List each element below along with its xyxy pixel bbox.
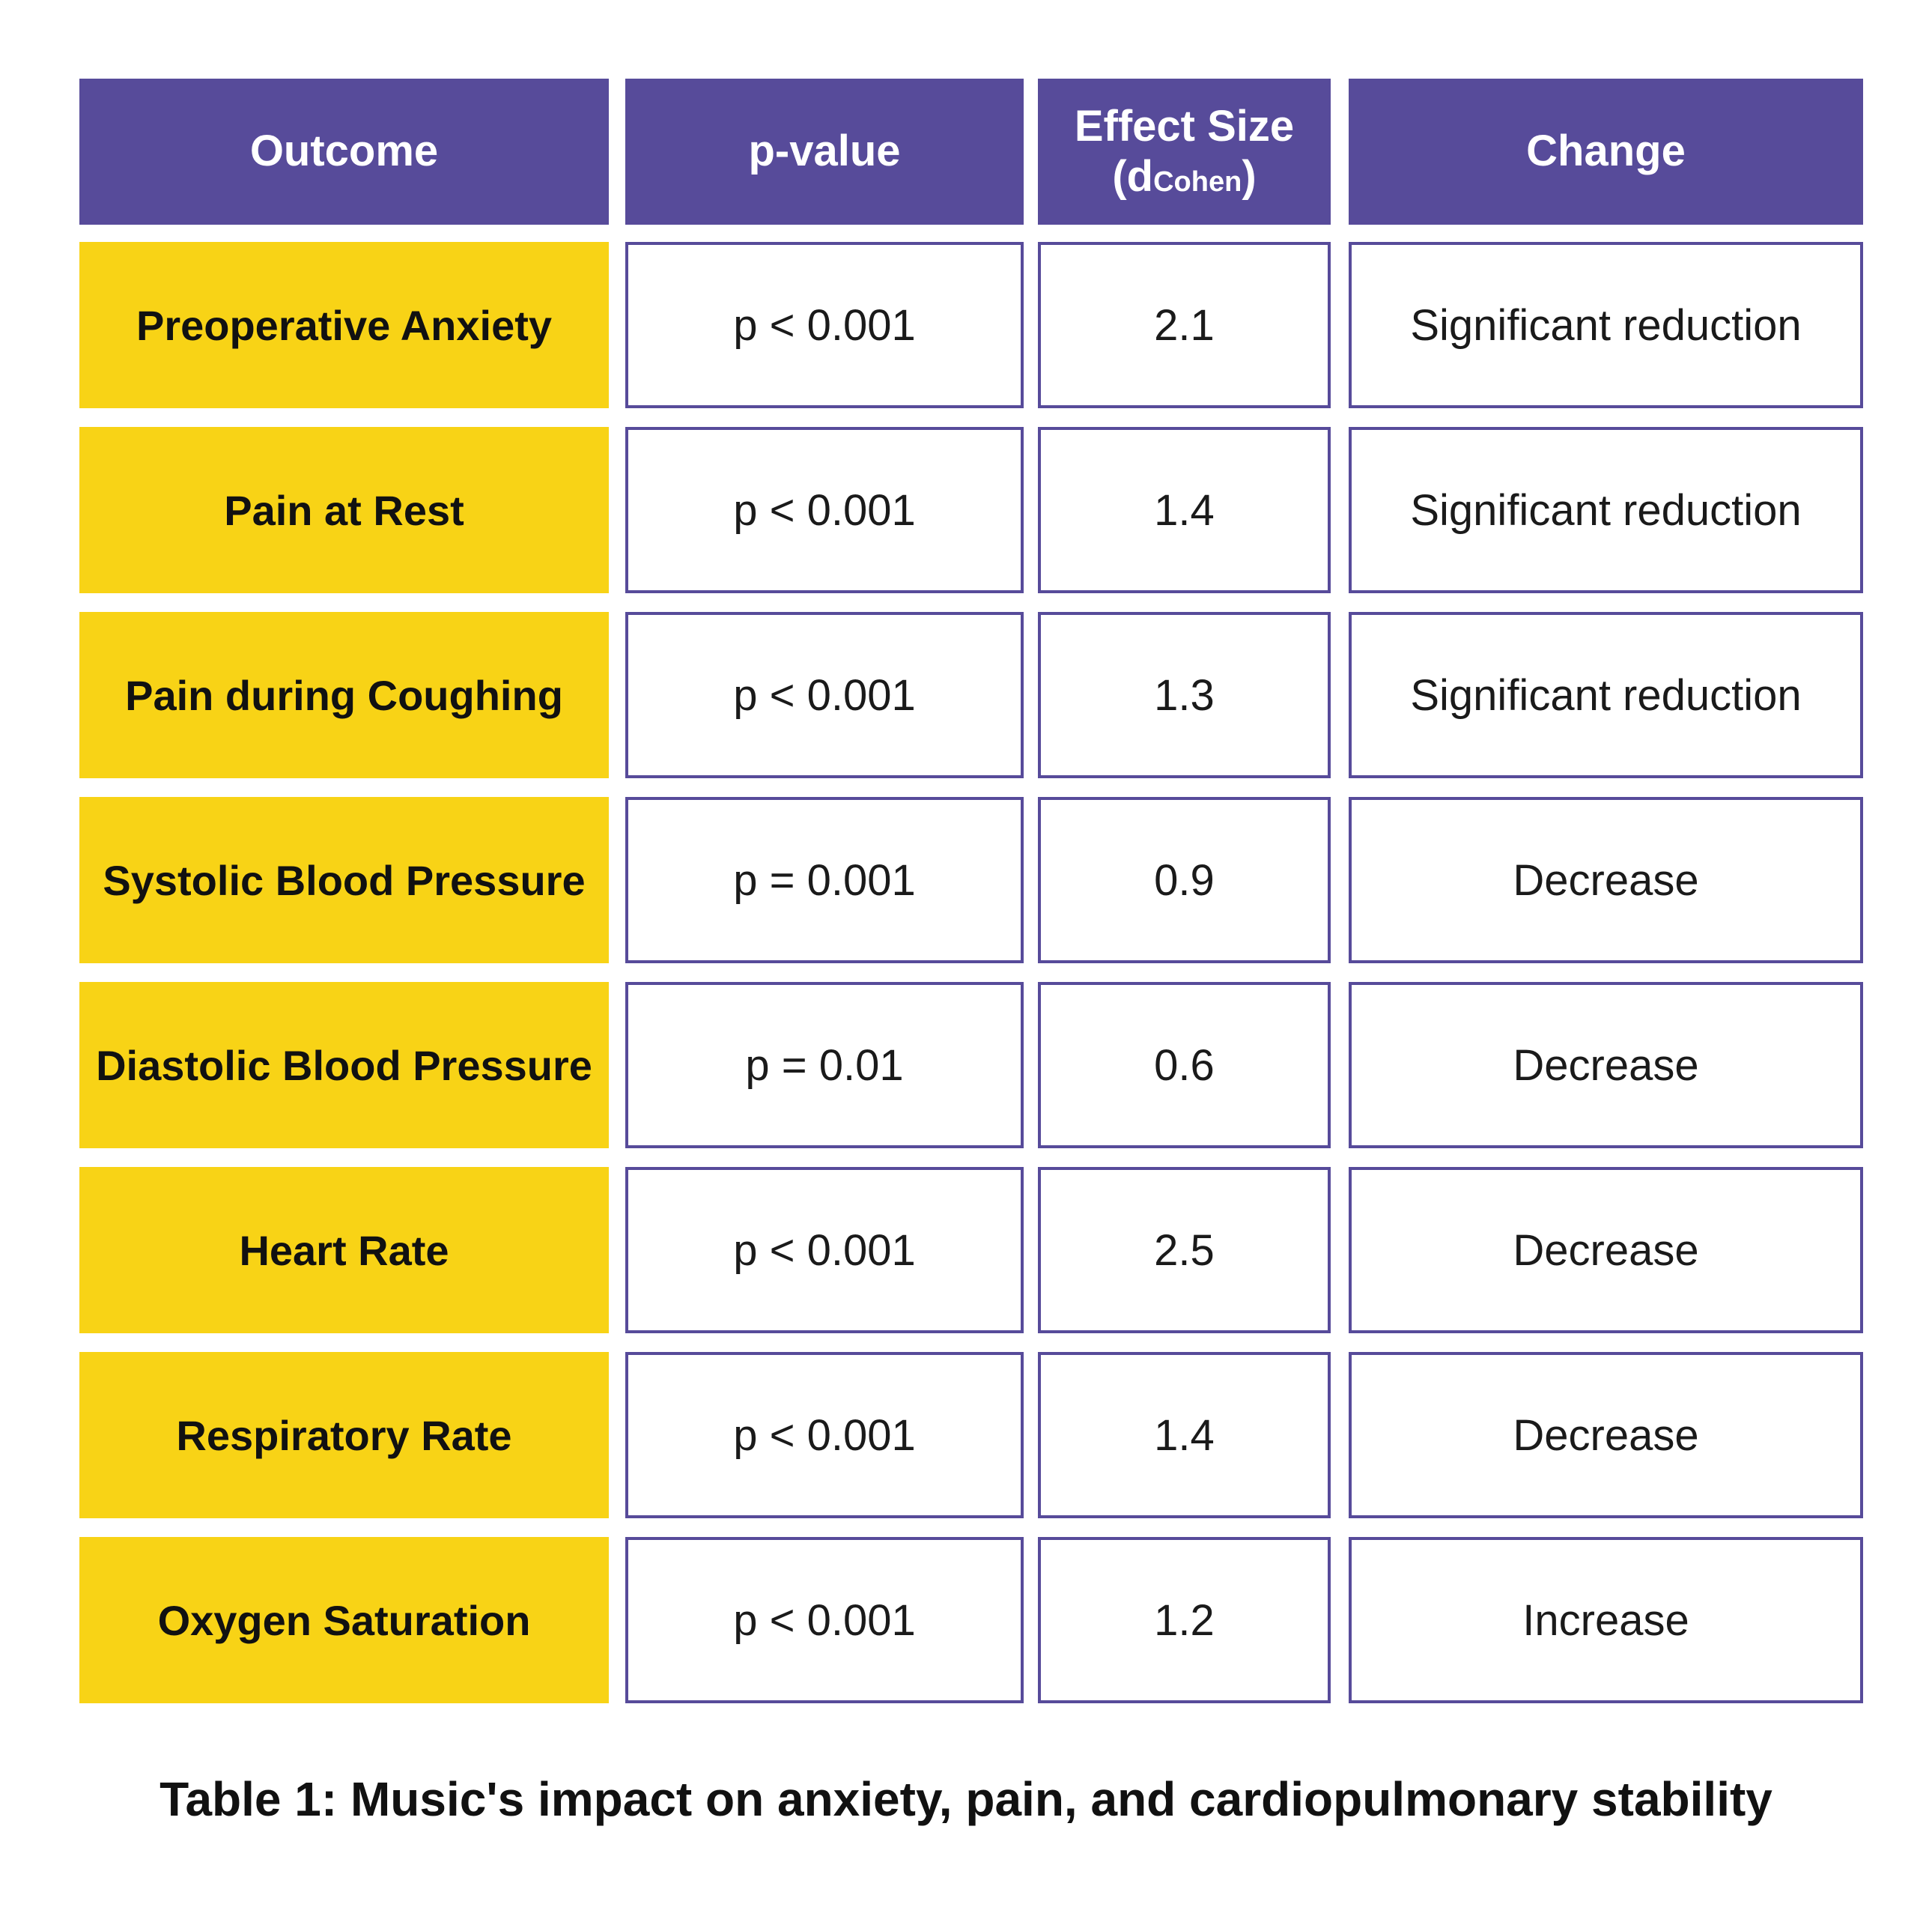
row-outcome-text: Diastolic Blood Pressure — [96, 1041, 592, 1089]
row-effect-cell — [1038, 797, 1331, 963]
row-outcome-cell — [79, 1537, 609, 1703]
row-change-cell — [1349, 797, 1863, 963]
row-pvalue-text: p < 0.001 — [733, 300, 916, 350]
row-pvalue-cell — [625, 1167, 1024, 1333]
row-effect-cell — [1038, 1352, 1331, 1518]
row-pvalue-cell — [625, 242, 1024, 408]
header-pvalue-label: p-value — [748, 127, 901, 176]
row-change-cell — [1349, 1352, 1863, 1518]
row-outcome-cell — [79, 797, 609, 963]
row-change-text: Decrease — [1513, 1040, 1699, 1090]
row-effect-text: 0.9 — [1154, 855, 1215, 905]
row-effect-text: 2.1 — [1154, 300, 1215, 350]
row-change-text: Significant reduction — [1410, 300, 1802, 350]
row-change-cell — [1349, 427, 1863, 593]
row-change-cell — [1349, 242, 1863, 408]
row-outcome-cell — [79, 1167, 609, 1333]
row-effect-text: 0.6 — [1154, 1040, 1215, 1090]
row-effect-text: 1.4 — [1154, 485, 1215, 535]
row-pvalue-text: p < 0.001 — [733, 670, 916, 720]
header-effect-open: ( — [1112, 151, 1127, 201]
row-effect-cell — [1038, 427, 1331, 593]
row-pvalue-text: p < 0.001 — [733, 1595, 916, 1645]
row-outcome-cell — [79, 612, 609, 778]
row-change-text: Decrease — [1513, 855, 1699, 905]
header-effect-size — [1038, 79, 1331, 225]
header-outcome-label: Outcome — [249, 127, 439, 176]
row-pvalue-cell — [625, 1352, 1024, 1518]
row-effect-text: 1.4 — [1154, 1410, 1215, 1460]
row-effect-cell — [1038, 612, 1331, 778]
row-outcome-text: Pain during Coughing — [125, 671, 563, 719]
header-change — [1349, 79, 1863, 225]
row-pvalue-text: p < 0.001 — [733, 1225, 916, 1275]
row-pvalue-cell — [625, 427, 1024, 593]
header-change-label: Change — [1526, 127, 1686, 176]
header-pvalue — [625, 79, 1024, 225]
row-effect-text: 2.5 — [1154, 1225, 1215, 1275]
row-outcome-text: Pain at Rest — [224, 486, 464, 534]
row-effect-text: 1.3 — [1154, 670, 1215, 720]
header-effect-subscript: Cohen — [1153, 166, 1242, 198]
row-pvalue-text: p = 0.001 — [733, 855, 916, 905]
row-pvalue-cell — [625, 797, 1024, 963]
row-pvalue-cell — [625, 612, 1024, 778]
row-change-text: Significant reduction — [1410, 485, 1802, 535]
header-effect-close: ) — [1242, 151, 1257, 201]
header-effect-unit — [1075, 152, 1294, 202]
row-change-text: Decrease — [1513, 1410, 1699, 1460]
row-outcome-text: Respiratory Rate — [176, 1411, 512, 1459]
row-pvalue-cell — [625, 1537, 1024, 1703]
row-outcome-cell — [79, 1352, 609, 1518]
header-effect-d: d — [1126, 151, 1154, 201]
row-change-text: Increase — [1522, 1595, 1689, 1645]
row-effect-cell — [1038, 1537, 1331, 1703]
row-outcome-cell — [79, 427, 609, 593]
row-effect-cell — [1038, 982, 1331, 1148]
row-pvalue-cell — [625, 982, 1024, 1148]
row-pvalue-text: p = 0.01 — [745, 1040, 904, 1090]
row-change-text: Significant reduction — [1410, 670, 1802, 720]
row-change-cell — [1349, 982, 1863, 1148]
header-effect-label: Effect Size — [1074, 101, 1295, 151]
row-change-text: Decrease — [1513, 1225, 1699, 1275]
table-caption: Table 1: Music's impact on anxiety, pain, and cardiopulmonary stability — [160, 1772, 1772, 1826]
row-outcome-text: Preoperative Anxiety — [136, 301, 553, 349]
row-effect-text: 1.2 — [1154, 1595, 1215, 1645]
row-outcome-cell — [79, 982, 609, 1148]
row-pvalue-text: p < 0.001 — [733, 1410, 916, 1460]
row-outcome-text: Oxygen Saturation — [157, 1596, 531, 1644]
row-outcome-text: Heart Rate — [239, 1226, 449, 1274]
row-change-cell — [1349, 1167, 1863, 1333]
row-pvalue-text: p < 0.001 — [733, 485, 916, 535]
row-outcome-text: Systolic Blood Pressure — [103, 856, 586, 904]
row-change-cell — [1349, 1537, 1863, 1703]
row-outcome-cell — [79, 242, 609, 408]
row-change-cell — [1349, 612, 1863, 778]
header-outcome — [79, 79, 609, 225]
row-effect-cell — [1038, 1167, 1331, 1333]
row-effect-cell — [1038, 242, 1331, 408]
